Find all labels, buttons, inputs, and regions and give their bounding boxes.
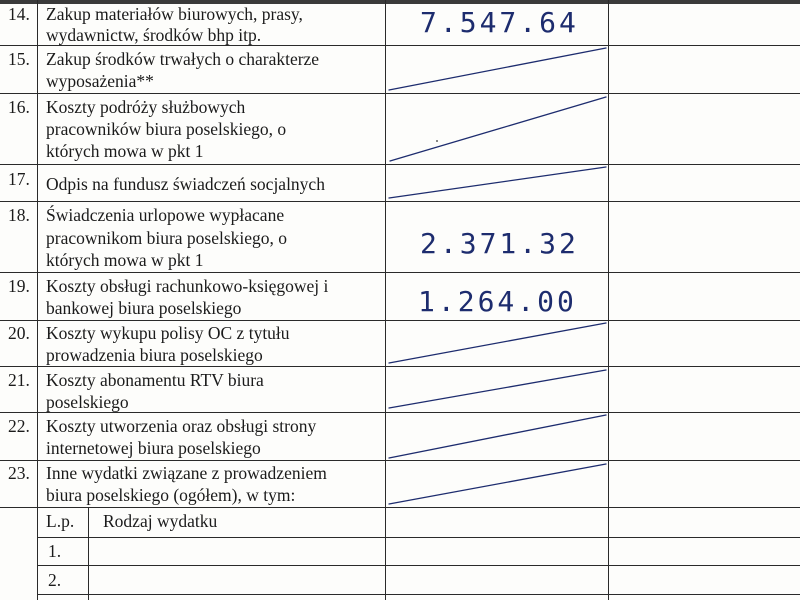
column-divider — [385, 0, 386, 600]
row-description-line: Inne wydatki związane z prowadzeniem — [46, 463, 327, 483]
row-description-line: prowadzenia biura poselskiego — [46, 345, 263, 365]
row-description-line: których mowa w pkt 1 — [46, 141, 204, 161]
row-description-line: Koszty wykupu polisy OC z tytułu — [46, 323, 290, 343]
row-number: 22. — [8, 416, 30, 436]
strike-line — [389, 415, 606, 458]
subtable-header-lp: L.p. — [46, 511, 75, 531]
strike-line — [389, 464, 606, 504]
row-divider — [0, 272, 800, 273]
strike-line — [389, 167, 606, 198]
subtable-row-number: 1. — [48, 541, 62, 561]
strike-line — [389, 48, 606, 90]
row-description-line: Koszty podróży służbowych — [46, 97, 246, 117]
column-divider — [37, 0, 38, 600]
row-description-line: internetowej biura poselskiego — [46, 438, 261, 458]
strike-line — [390, 97, 606, 161]
row-divider — [0, 460, 800, 461]
strike-line — [389, 370, 606, 408]
row-description-line: biura poselskiego (ogółem), w tym: — [46, 485, 296, 505]
row-description-line: Odpis na fundusz świadczeń socjalnych — [46, 174, 325, 194]
row-number: 23. — [8, 463, 30, 483]
subtable-row-number: 2. — [48, 570, 62, 590]
column-divider — [608, 0, 609, 600]
row-description-line: Koszty utworzenia oraz obsługi strony — [46, 416, 317, 436]
row-divider — [0, 507, 800, 508]
row-description-line: wydawnictw, środków bhp itp. — [46, 25, 262, 45]
subtable-divider — [37, 594, 800, 595]
row-description-line: pracowników biura poselskiego, o — [46, 119, 287, 139]
row-number: 16. — [8, 97, 30, 117]
row-divider — [0, 201, 800, 202]
row-description-line: bankowej biura poselskiego — [46, 298, 242, 318]
row-divider — [0, 320, 800, 321]
subtable-divider — [37, 537, 800, 538]
row-divider — [0, 93, 800, 94]
row-description-line: poselskiego — [46, 392, 129, 412]
row-number: 21. — [8, 370, 30, 390]
row-divider — [0, 164, 800, 165]
handwritten-amount: 2.371.32 — [420, 227, 579, 260]
handwritten-amount: 7.547.64 — [420, 6, 579, 39]
row-description-line: pracownikom biura poselskiego, o — [46, 228, 288, 248]
row-description-line: Zakup materiałów biurowych, prasy, — [46, 4, 303, 24]
row-description-line: Koszty abonamentu RTV biura — [46, 370, 264, 390]
row-number: 17. — [8, 169, 30, 189]
row-description-line: których mowa w pkt 1 — [46, 250, 204, 270]
row-number: 18. — [8, 205, 30, 225]
row-number: 15. — [8, 49, 30, 69]
speck — [436, 140, 438, 142]
row-description-line: wyposażenia** — [46, 71, 154, 91]
row-description-line: Koszty obsługi rachunkowo-księgowej i — [46, 276, 329, 296]
subtable-divider — [37, 565, 800, 566]
strike-line — [389, 323, 606, 363]
row-description-line: Świadczenia urlopowe wypłacane — [46, 205, 285, 225]
row-number: 20. — [8, 323, 30, 343]
subtable-column-divider — [88, 507, 89, 600]
handwritten-amount: 1.264.00 — [418, 285, 577, 318]
row-number: 14. — [8, 4, 30, 24]
row-number: 19. — [8, 276, 30, 296]
subtable-header-type: Rodzaj wydatku — [103, 511, 218, 531]
row-description-line: Zakup środków trwałych o charakterze — [46, 49, 320, 69]
